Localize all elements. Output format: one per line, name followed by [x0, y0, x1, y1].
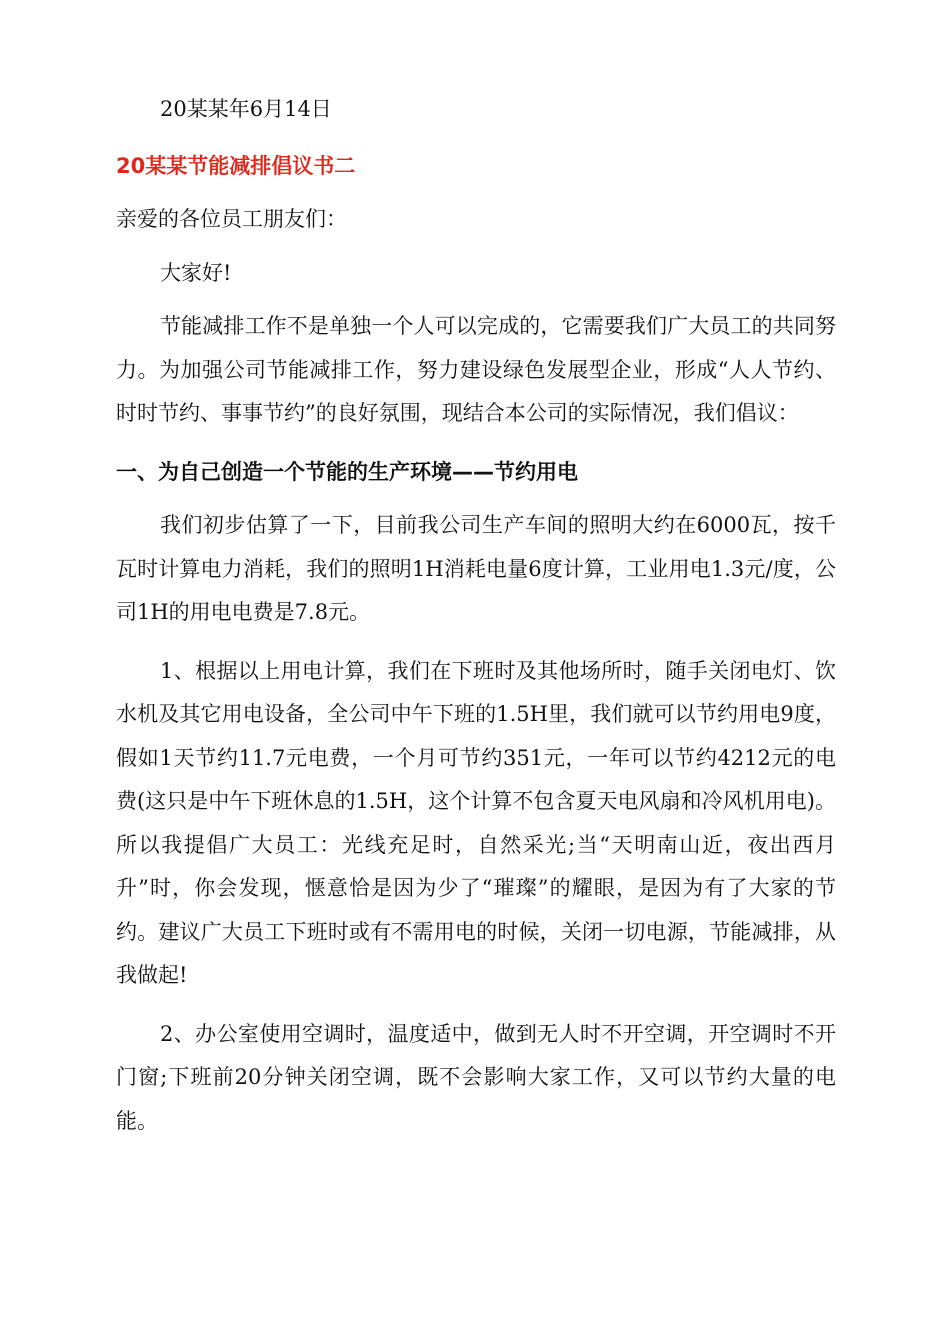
date-line: 20某某年6月14日 — [160, 97, 332, 121]
greeting: 大家好! — [160, 260, 232, 285]
intro-paragraph: 节能减排工作不是单独一个人可以完成的，它需要我们广大员工的共同努力。为加强公司节能减排工作，努力建设绿色发展型企业，形成“人人节约、时时节约、事事节约”的良好氛围，现结合本公司的实际情况，我们倡议： — [116, 314, 836, 425]
item-1-paragraph: 1、根据以上用电计算，我们在下班时及其他场所时，随手关闭电灯、饮水机及其它用电设备，全公司中午下班的1.5H里，我们就可以节约用电9度，假如1天节约11.7元电费，一个月可节约351元，一年可以节约4212元的电费(这只是中午下班休息的1.5H，这个计算不包含夏天电风扇和冷风机用电)。所以我提倡广大员工：光线充足时，自然采光;当“天明南山近，夜出西月升”时，你会发现，惬意恰是因为少了“璀璨”的耀眼，是因为有了大家的节约。建议广大员工下班时或有不需用电的时候，关闭一切电源，节能减排，从我做起! — [116, 658, 836, 987]
document-body — [116, 88, 836, 1143]
item-2-paragraph: 2、办公室使用空调时，温度适中，做到无人时不开空调，开空调时不开门窗;下班前20分钟关闭空调，既不会影响大家工作，又可以节约大量的电能。 — [116, 1021, 836, 1133]
salutation: 亲爱的各位员工朋友们： — [116, 207, 347, 231]
estimate-paragraph: 我们初步估算了一下，目前我公司生产车间的照明大约在6000瓦，按千瓦时计算电力消耗，我们的照明1H消耗电量6度计算，工业用电1.3元/度，公司1H的用电电费是7.8元。 — [116, 513, 836, 624]
section-heading: 一、为自己创造一个节能的生产环境——节约用电 — [116, 459, 578, 484]
document-title: 20某某节能减排倡议书二 — [116, 153, 356, 178]
